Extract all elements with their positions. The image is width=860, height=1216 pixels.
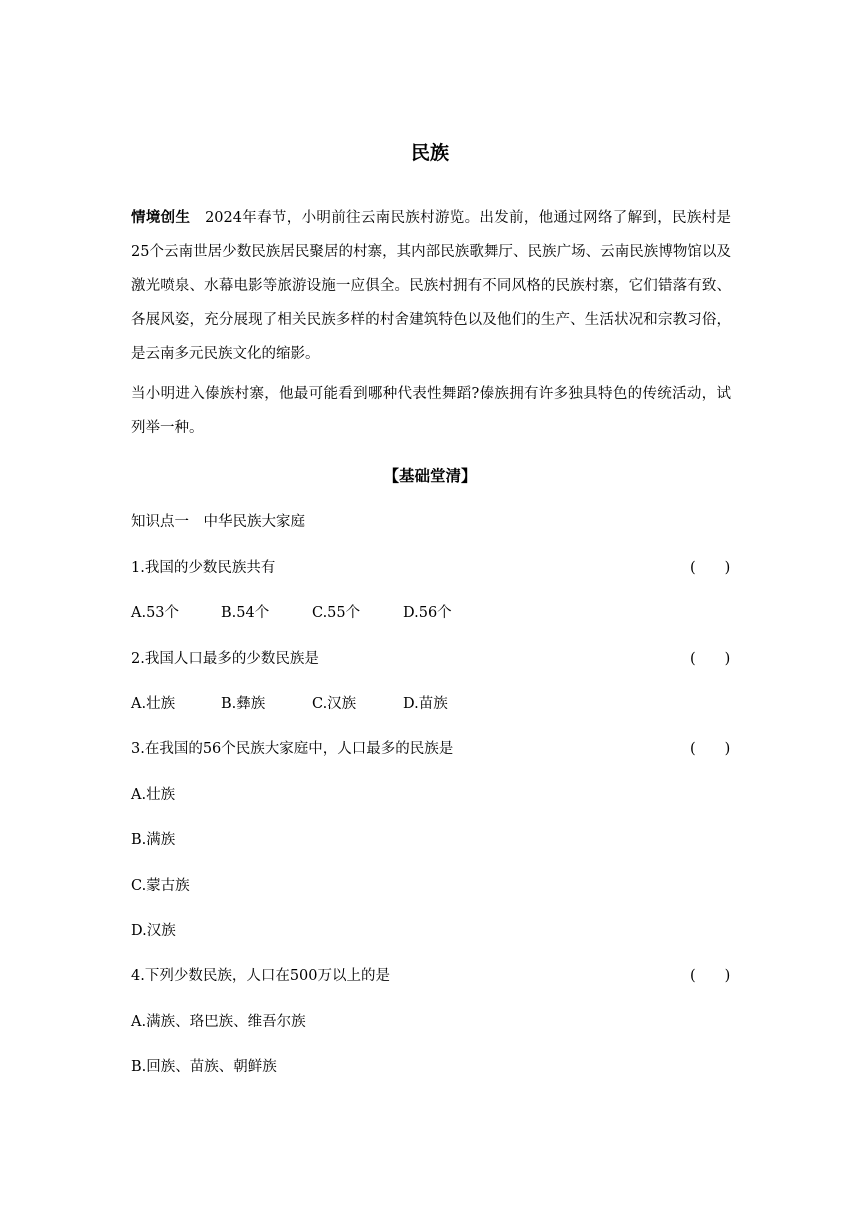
- option-b: B.彝族: [221, 696, 266, 712]
- question-stem: 2.我国人口最多的少数民族是: [131, 651, 319, 667]
- question-stem: 3.在我国的56个民族大家庭中，人口最多的民族是: [131, 741, 454, 757]
- option-c: C.55个: [312, 605, 361, 621]
- question-stem: 4.下列少数民族，人口在500万以上的是: [131, 968, 391, 984]
- answer-bracket[interactable]: ( ): [690, 560, 731, 576]
- answer-bracket[interactable]: ( ): [690, 968, 731, 984]
- option-a: A.53个: [131, 605, 180, 621]
- page-title: 民族: [410, 142, 449, 164]
- scenario-question: 当小明进入傣族村寨，他最可能看到哪种代表性舞蹈?傣族拥有许多独具特色的传统活动，试列举一种。: [131, 386, 731, 436]
- option-a: A.壮族: [131, 696, 176, 712]
- section-title: 【基础堂清】: [383, 467, 477, 485]
- option-b: B.54个: [221, 605, 270, 621]
- option-b: B.满族: [131, 832, 176, 848]
- option-b: B.回族、苗族、朝鲜族: [131, 1059, 277, 1075]
- answer-bracket[interactable]: ( ): [690, 741, 731, 757]
- option-d: D.汉族: [131, 923, 176, 939]
- option-c: C.汉族: [312, 696, 357, 712]
- scenario-text: 2024年春节，小明前往云南民族村游览。出发前，他通过网络了解到，民族村是25个云南世居少数民族居民聚居的村寨，其内部民族歌舞厅、民族广场、云南民族博物馆以及激光喷泉、水幕电影等旅游设施一应俱全。民族村拥有不同风格的民族村寨，它们错落有致、各展风姿，充分展现了相关民族多样的村舍建筑特色以及他们的生产、生活状况和宗教习俗，是云南多元民族文化的缩影。: [131, 210, 732, 362]
- question-stem: 1.我国的少数民族共有: [131, 560, 276, 576]
- option-d: D.苗族: [403, 696, 448, 712]
- option-a: A.满族、珞巴族、维吾尔族: [131, 1014, 306, 1030]
- option-c: C.蒙古族: [131, 878, 190, 894]
- option-d: D.56个: [403, 605, 452, 621]
- answer-bracket[interactable]: ( ): [690, 651, 731, 667]
- knowledge-point-heading: 知识点一 中华民族大家庭: [131, 514, 305, 530]
- option-a: A.壮族: [131, 787, 176, 803]
- scenario-label: 情境创生: [131, 210, 191, 226]
- scenario-paragraph: [131, 201, 731, 371]
